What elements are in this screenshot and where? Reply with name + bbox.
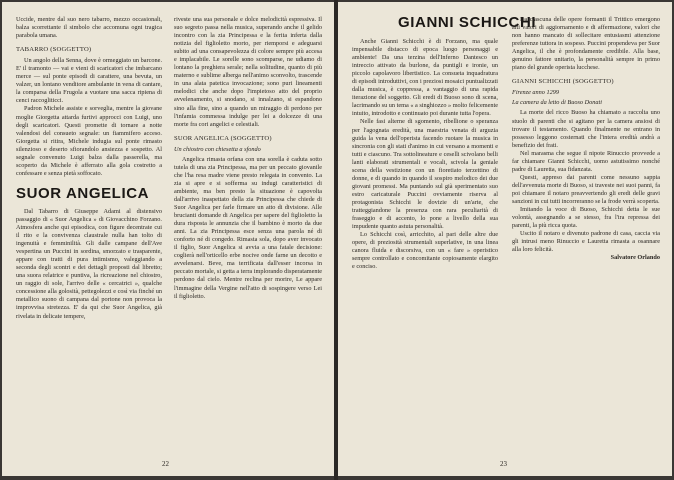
page-number: 23 [500, 460, 507, 468]
paragraph: Angelica rimasta orfana con una sorella è caduta sotto tutela di una zia Principessa, ma per un peccato giovanile che l'ha resa madre viene presto relegata in convento. La zia si apre e si sofferma su indugi caratteristici di ambiente, ma ben presto la situazione è capovolta dall'arrivo inaspettato della zia Principessa che chiede di Suor Angelica per farle firmare un atto di divisione. Alle brucianti domande di Angelica per sapere del figlioletto la dura risposta le annunzia che il bambino è morto da due anni. La zia Principessa esce senza una parola né di conforto né di congedo. Rimasta sola, dopo aver invocato il figlio, Suor Angelica si avvia a una fatale decisione: coglierà nell'orticello erbe nocive onde farne un decotto e avvelenarsi. Beve, ma terrificata dall'esser incorsa in peccato mortale, si getta a terra implorando disperatamente perdono dal cielo. Mentre reclina per morire, Le appare l'immagine della Vergine nell'atto di sospingere verso Lei il figlioletto. [174, 155, 322, 300]
suor-angelica-heading: SUOR ANGELICA [16, 184, 150, 202]
paragraph: Uscito il notaro e divenuto padrone di casa, caccia via gli intrusi meno Rinuccio e Lauretta rimasta a osannare alla loro felicità. [512, 230, 660, 254]
right-column-1 [352, 38, 498, 271]
paragraph: Lo Schicchi così, arricchito, al pari delle altre due opere, di preziosità strumentali superlative, in una linea canora fluida e discorsiva, con un « fare » operistico sempre controllato e concomitante copiosamente elargito e conciso. [352, 231, 498, 271]
right-page [338, 2, 672, 476]
paragraph: La morte del ricco Buoso ha chiamato a raccolta uno stuolo di parenti che si agitano per la camera ansiosi di trovare il testamento. Quando finalmente ne entrano in possesso leggono costernati che l'intera eredità andrà a benefizio dei frati. [512, 109, 660, 149]
paragraph: Da ciascuna delle opere formanti il Trittico emergono alti valori di aggiornamento e di affermazione, valori che non hanno mancato di sollecitare entusiasmi attenzione preferenze tuttora in sospeso. Puccini propendeva per Suor Angelica, il che è profondamente credibile. Alla base, genuino fattore unitario, la personalità sempre in primo piano del grande operista lucchese. [512, 16, 660, 72]
left-column-2 [174, 16, 322, 301]
scene-subtitle: La camera da letto di Buoso Donati [512, 99, 602, 107]
suor-angelica-section-title: SUOR ANGELICA (SOGGETTO) [174, 134, 272, 142]
paragraph: Imitando la voce di Buoso, Schicchi detta le sue volontà, assegnando a se stesso, fra l'ira repressa dei parenti, la più ricca quota. [512, 206, 660, 230]
paragraph: Anche Gianni Schicchi è di Forzano, ma quale impensabile distacco di epoca luogo personaggi e ambiente! Da una terzina dell'Inferno Dantesco un intreccio attivato da burlone, da puntigli e ironie, un piccolo capolavoro libertistico. La consueta inquadratura di episodi introduttivi, con i preziosi mosaici puntualizzati dalla musica, è coppressa, a vantaggio di una rapida iterazione del soggetto. Gli eredi di Buoso sono di scena, lacrimando su un tema « a singhiozzo » molto felicemente intuito, introdotto e continuato poi durante tutta l'opera. [352, 38, 498, 118]
scene-subtitle: Un chiostro con chiesetta a sfondo [174, 145, 261, 153]
paragraph: Un angolo della Senna, dove è ormeggiato un barcone. E' il tramonto — vai e vieni di scaricatori che imbarcano merce — sul ponte episodi di carattere, una bevuta, un valzer, un lontano venditore ambulante in vena di cantare, la comparsa della Frugola a vuotare una sacca ripiena di cenci raccogliticci. [16, 57, 162, 105]
scene-subtitle: Firenze anno 1299 [512, 89, 559, 97]
intro-paragraph: Uccide, mentre dal suo nero tabarro, mezzo occasionali, balza scorrettante il simbolo che accomuna ogni tragica parabola umana. [16, 16, 162, 40]
gianni-schicchi-heading: GIANNI SCHICCHI [398, 14, 537, 31]
left-page [2, 2, 334, 476]
left-column-1 [16, 16, 162, 321]
tabarro-section-title: TABARRO (SOGGETTO) [16, 46, 92, 54]
paragraph: Padron Michele assiste e sorveglia, mentre la giovane moglie Giorgetta attarda furtivi approcci con Luigi, uno degli scaricatori. Questi promette di tornare a notte valendosi del consueto segnale: un fiammifero acceso. Giorgetta si ritira, Michele indugia sul ponte rimasto silenzioso e deserto sfiorandolo ansiezza e sospetto. Al segnale convenuto Luigi balza dalla passerella, ma scoperto da Michele è afferrato alla gola costretto a confessare e senza pietà soffocato. [16, 105, 162, 177]
paragraph: Dal Tabarro di Giuseppe Adami al distensivo passaggio di « Suor Angelica » di Giovacchino Forzano. Atmosfera anche qui episodica, con figure decentrate cui il rito e la convivenza claustrale nulla han tolto di ingenuità e femminilità. Gli dalle campane dell'Ave vespertina un Puccini in sordina, smorzato e trasparente, appare con tratti di pura intimismo, valeggiando a seconda degli scontri e dei dettagli proposti dal libretto; una suora relatrice e puntiva, la ricreazione nel chiostro, un raggio di sole, l'arrivo delle « cercatrici », qualche concessione alla golosità, pettegolezzi e così via finché un metallico suono di campana dal portone non provoca la improvvisa stretezza. E' da qui che Suor Angelica, già rivelata in delicate tempere, [16, 207, 162, 320]
gianni-schicchi-section-title: GIANNI SCHICCHI (SOGGETTO) [512, 78, 614, 86]
paragraph: Nel marasma che segue il nipote Rinuccio provvede a far chiamare Gianni Schicchi, uomo astutissimo nonché padre di Lauretta, sua fidanzata. [512, 149, 660, 173]
paragraph: Nelle fasi alterne di sgomento, ribellione o speranza per l'agognata eredità, una maestria venata di arguzia guida la vena dell'operista facendo ruotare la musica in sincronia con gli stati d'animo in cui versano a momenti e tutti e ciascuno. Tra sottolineature e ceselli scivolano belli lanti elaborati strumentali e vocali, scivola la geniale scena della vestizione con un fioretiato terzettino di donne, e di quando in quando il sospiro melodico dei due giovani promessi. Ma puntando sul già sperimentato suo estro caricaturale Puccini ovviamente riserva al protagonista Schicchi le dovizie di un'arte, che tratteggiandone la presenza con rara peculiarità di fraseggio e di accento, lo pone a livello della sua impudente quanto astuta personalità. [352, 118, 498, 231]
author-signature: Salvatore Orlando [610, 254, 660, 262]
right-column-2 [512, 16, 660, 262]
paragraph: riveste una sua personale e dolce melodicità espressiva. Il suo segreto passa nella musica, superando anche il gelido incontro con la zia Principessa e la ferita inferta dalla notizia del figlioletto morto, per riemporsi e adeguarsi subito ad una consapevolezza di colore sempre più accesa e implacabile. Le sorelle sono scomparse, ne udiamo di lontano la preghiera serale; nella solitudine, quanto di più materno e sublime alberga nell'animo sconvolto, trascende in una alata patetica invocazione; sono puri lineamenti melodici che anche dopo l'impietoso atto del proprio avvelenamento, si snodano, si innalzano, si espandono sino alla fine, sino a quando un miraggio di perdono per l'infamia commessa indulge per lei a dolcezze di una morte fra cori angelici e celestiali. [174, 16, 322, 128]
paragraph: Questi, appreso dai parenti come nessuno sappia dell'avvenuta morte di Buoso, si traveste nei suoi panni, fa poi chiamare il notaro preavvertendo gli eredi delle gravi sanzioni in cui tutti incorreranno se la frode verrà scoperta. [512, 173, 660, 205]
page-number: 22 [162, 460, 169, 468]
